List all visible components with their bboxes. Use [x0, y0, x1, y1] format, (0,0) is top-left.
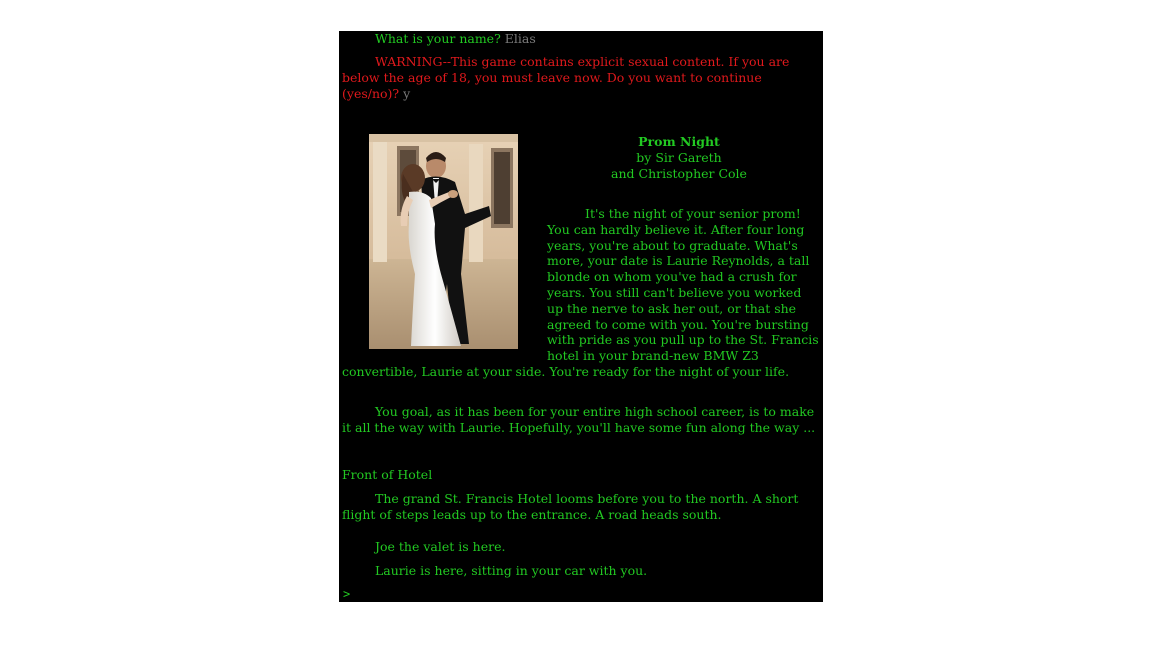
name-question: What is your name?: [375, 31, 501, 46]
room-name: Front of Hotel: [342, 467, 433, 482]
name-answer: Elias: [504, 31, 536, 46]
warning-answer: y: [403, 85, 411, 101]
warning-text: WARNING--This game contains explicit sexual content. If you are below the age of 18, you must leave now. Do you want to continue (yes/no)?: [342, 54, 790, 101]
name-prompt: [342, 31, 819, 47]
game-terminal[interactable]: [339, 31, 823, 602]
intro-paragraph-2: You goal, as it has been for your entire high school career, is to make it all the way with Laurie. Hopefully, you'll have some fun along the way ...: [342, 404, 816, 435]
intro-paragraph-1: It's the night of your senior prom! You can hardly believe it. After four long years, you're about to graduate. What's more, your date is Laurie Reynolds, a tall blonde on whom you've had a crush for years. You still can't believe you worked up the nerve to ask her out, or that she agreed to come with you. You're bursting with pride as you pull up to the St. Francis hotel in your brand-new BMW Z3 convertible, Laurie at your side. You're ready for the night of your life.: [342, 206, 819, 379]
npc-joe: Joe the valet is here.: [375, 539, 506, 554]
author-line-1: by Sir Gareth: [636, 149, 722, 165]
author-line-2: and Christopher Cole: [611, 165, 747, 181]
warning-message: [342, 54, 819, 101]
intro-text: [342, 206, 819, 380]
command-prompt[interactable]: >: [343, 587, 351, 601]
npc-laurie: Laurie is here, sitting in your car with you.: [375, 563, 648, 578]
game-title: Prom Night: [638, 134, 720, 149]
picture-wrap-space: [342, 206, 547, 354]
room-description: The grand St. Francis Hotel looms before you to the north. A short flight of steps leads up to the entrance. A road heads south.: [342, 491, 799, 522]
game-title-block: [569, 134, 789, 181]
